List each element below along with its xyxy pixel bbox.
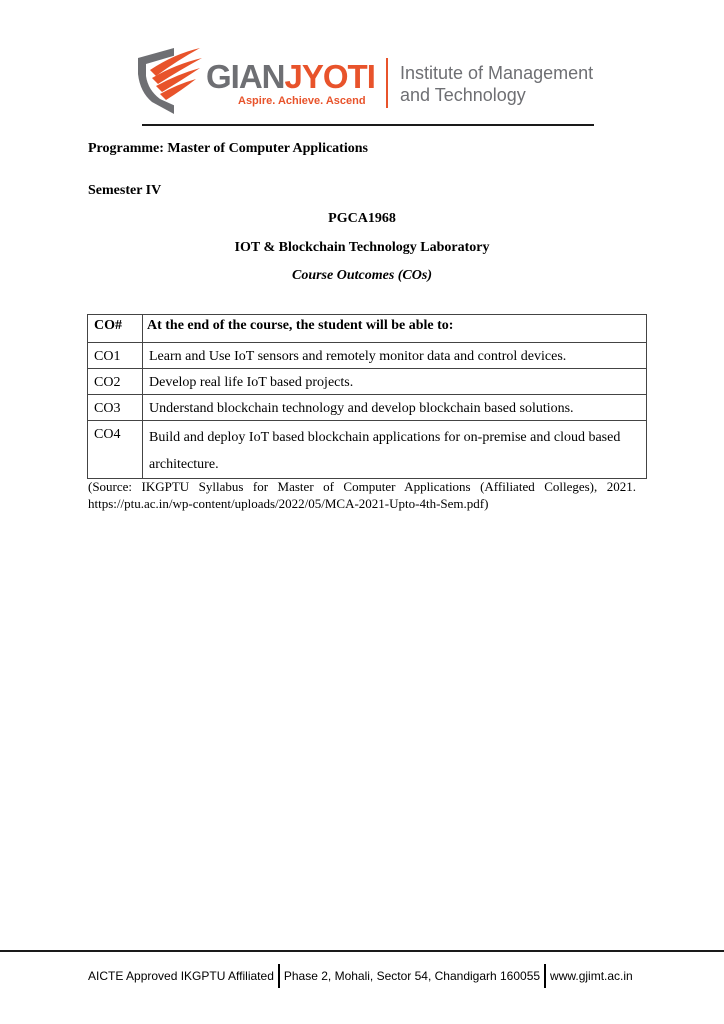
co-description-cell: Learn and Use IoT sensors and remotely monitor data and control devices. bbox=[143, 343, 647, 369]
page-footer bbox=[88, 964, 633, 988]
header-divider bbox=[142, 124, 594, 126]
co-description-cell: Develop real life IoT based projects. bbox=[143, 369, 647, 395]
footer-separator bbox=[278, 964, 280, 988]
shield-logo-icon bbox=[134, 44, 204, 116]
institute-header bbox=[134, 44, 594, 114]
table-row bbox=[88, 395, 647, 421]
table-header-row bbox=[88, 315, 647, 343]
table-row bbox=[88, 421, 647, 479]
footer-affiliation: AICTE Approved IKGPTU Affiliated bbox=[88, 969, 274, 983]
source-citation: (Source: IKGPTU Syllabus for Master of Computer Applications (Affiliated Colleges), 2021. https://ptu.ac.in/wp-content/uploads/2022/05/MCA-2021-Upto-4th-Sem.pdf) bbox=[88, 479, 636, 511]
institute-name-line1: Institute of Management bbox=[400, 63, 594, 83]
programme-label: Programme: Master of Computer Applications bbox=[88, 141, 368, 156]
table-row bbox=[88, 343, 647, 369]
course-code: PGCA1968 bbox=[328, 211, 396, 226]
course-outcomes-table bbox=[87, 314, 647, 479]
table-row bbox=[88, 369, 647, 395]
logo-divider bbox=[386, 58, 388, 108]
footer-website[interactable]: www.gjimt.ac.in bbox=[550, 969, 633, 983]
co-description-cell: Understand blockchain technology and develop blockchain based solutions. bbox=[143, 395, 647, 421]
co-description-cell: Build and deploy IoT based blockchain applications for on-premise and cloud based architecture. bbox=[143, 421, 647, 479]
co-id-cell: CO2 bbox=[88, 369, 143, 395]
footer-divider bbox=[0, 950, 724, 952]
table-header-co: CO# bbox=[88, 315, 143, 343]
course-outcomes-heading: Course Outcomes (COs) bbox=[291, 268, 432, 283]
co-id-cell: CO1 bbox=[88, 343, 143, 369]
co-id-cell: CO3 bbox=[88, 395, 143, 421]
logo-tagline: Aspire. Achieve. Ascend bbox=[238, 95, 366, 107]
semester-label: Semester IV bbox=[88, 183, 162, 198]
co-id-cell: CO4 bbox=[88, 421, 143, 479]
institute-name bbox=[400, 62, 593, 106]
footer-separator bbox=[544, 964, 546, 988]
logo-wordmark: GIANJYOTI bbox=[206, 58, 375, 95]
institute-name-line2: and Technology bbox=[400, 85, 526, 105]
footer-address: Phase 2, Mohali, Sector 54, Chandigarh 160055 bbox=[283, 969, 541, 983]
course-title: IOT & Blockchain Technology Laboratory bbox=[234, 240, 490, 255]
table-header-description: At the end of the course, the student will be able to: bbox=[143, 315, 647, 343]
